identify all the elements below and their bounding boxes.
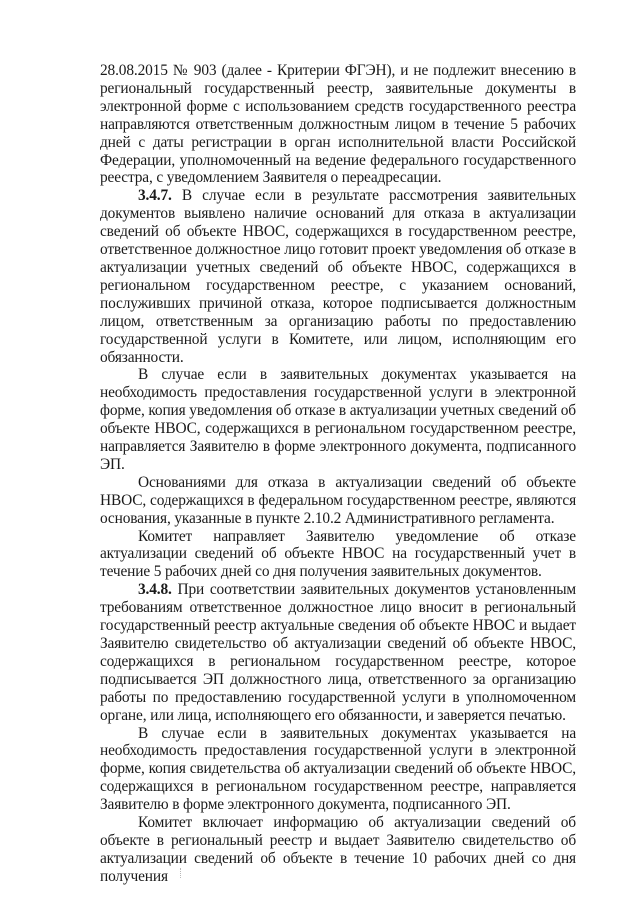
paragraph-8 [100, 814, 576, 886]
paragraph-7 [100, 725, 576, 815]
paragraph-text: Основаниями для отказа в актуализации сведений об объекте НВОС, содержащихся в федеральном государственном реестре, являются основания, указанные в пункте 2.10.2 Административного регламента. [100, 473, 576, 527]
paragraph-text: Комитет включает информацию об актуализации сведений об объекте в региональный реестр и выдает Заявителю свидетельство об актуализации сведений об объекте в течение 10 рабочих дней со дня получения [100, 814, 576, 885]
paragraph-text: В случае если в заявительных документах указывается на необходимость предоставления государственной услуги в электронной форме, копия уведомления об отказе в актуализации учетных сведений об объекте НВОС, содержащихся в региональном государственном реестре, направляется Заявителю в форме электронного документа, подписанного ЭП. [100, 366, 576, 473]
paragraph-1 [100, 62, 576, 187]
paragraph-text: В случае если в результате рассмотрения заявительных документов выявлено наличие оснований для отказа в актуализации сведений об объекте НВОС, содержащихся в государственном реестре, ответственное должностное лицо готовит проект уведомления об отказе в актуализации учетных сведений об объекте НВОС, содержащихся в региональном государственном реестре, с указанием оснований, послуживших причиной отказа, которое подписывается должностным лицом, ответственным за организацию работы по предоставлению государственной услуги в Комитете, или лицом, исполняющим его обязанности. [100, 187, 576, 366]
paragraph-text: При соответствии заявительных документов установленным требованиям ответственное должностное лицо вносит в региональный государственный реестр актуальные сведения об объекте НВОС и выдает Заявителю свидетельство об актуализации сведений об объекте НВОС, содержащихся в региональном государственном реестре, которое подписывается ЭП должностного лица, ответственного за организацию работы по предоставлению государственной услуги в уполномоченном органе, или лица, исполняющего его обязанности, и заверяется печатью. [100, 581, 576, 724]
paragraph-5 [100, 528, 576, 582]
paragraph-4 [100, 474, 576, 528]
scan-artifact-mark [180, 868, 183, 878]
paragraph-text: В случае если в заявительных документах указывается на необходимость предоставления государственной услуги в электронной форме, копия свидетельства об актуализации сведений об объекте НВОС, содержащихся в региональном государственном реестре, направляется Заявителю в форме электронного документа, подписанного ЭП. [100, 724, 576, 814]
clause-number: 3.4.8. [138, 581, 172, 599]
paragraph-3-4-8 [100, 581, 576, 724]
paragraph-3-4-7 [100, 187, 576, 366]
paragraph-text: Комитет направляет Заявителю уведомление об отказе актуализации сведений об объекте НВОС на государственный учет в течение 5 рабочих дней со дня получения заявительных документов. [100, 527, 576, 581]
paragraph-text: 28.08.2015 № 903 (далее - Критерии ФГЭН), и не подлежит внесению в региональный государственный реестр, заявительные документы в электронной форме с использованием средств государственного реестра направляются ответственным должностным лицом в течение 5 рабочих дней с даты регистрации в орган исполнительной власти Российской Федерации, уполномоченный на ведение федерального государственного реестра, с уведомлением Заявителя о переадресации. [100, 62, 576, 187]
document-body [100, 62, 576, 886]
paragraph-3 [100, 366, 576, 473]
clause-number: 3.4.7. [138, 187, 172, 205]
